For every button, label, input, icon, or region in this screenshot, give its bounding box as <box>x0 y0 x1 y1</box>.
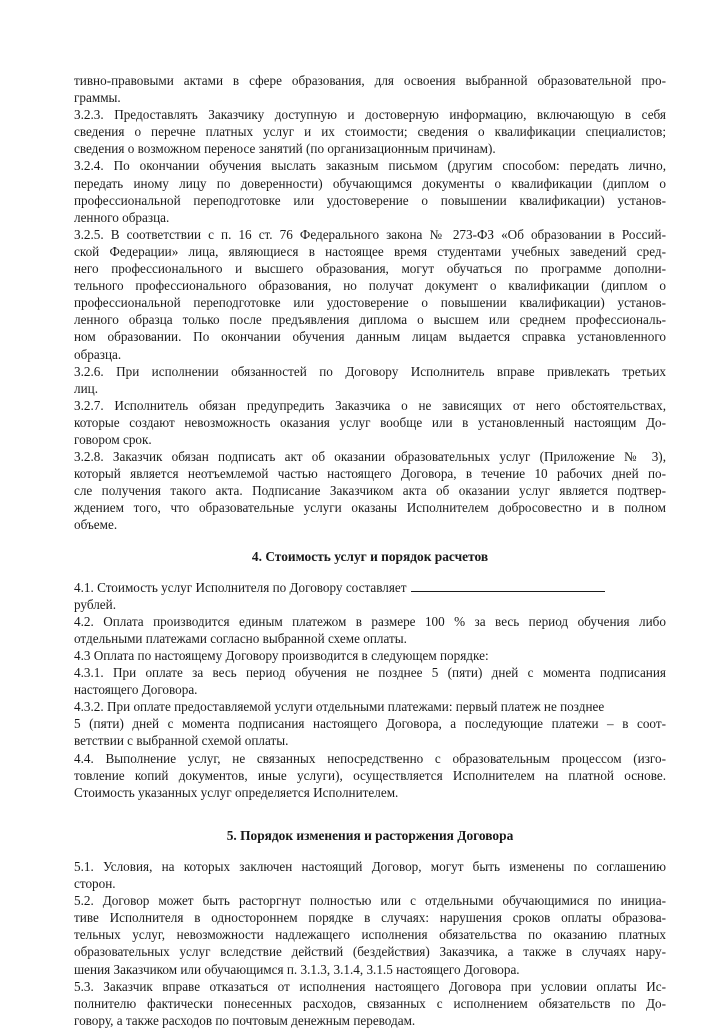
text-line: сведения о возможном переносе занятий (по организационным причинам). <box>74 141 496 157</box>
text-line: ждением того, что образовательные услуги оказаны Исполнителем добросовестно и в полном <box>74 500 666 516</box>
cost-line-text: 4.1. Стоимость услуг Исполнителя по Договору составляет <box>74 579 407 595</box>
text-line: 4.3.2. При оплате предоставляемой услуги отдельными платежами: первый платеж не позднее <box>74 699 605 715</box>
text-line: 5.3. Заказчик вправе отказаться от исполнения настоящего Договора при условии оплаты Ис- <box>74 978 666 994</box>
section-5-body <box>74 858 666 1029</box>
text-line: 5 (пяти) дней с момента подписания настоящего Договора, а последующие платежи – в соот- <box>74 716 666 732</box>
text-line: ленного образца. <box>74 209 170 225</box>
text-line: рублей. <box>74 596 117 612</box>
text-line: Стоимость указанных услуг определяется Исполнителем. <box>74 784 399 800</box>
text-line: 5.2. Договор может быть расторгнут полностью или с отдельными обучающимися по инициа- <box>74 893 666 909</box>
text-line: передать иному лицу по доверенности) обучающимся документы о квалификации (диплом о <box>74 175 666 191</box>
text-line: ветствии с выбранной схемой оплаты. <box>74 733 289 749</box>
text-line: 3.2.5. В соответствии с п. 16 ст. 76 Федерального закона № 273-ФЗ «Об образовании в Россий- <box>74 226 666 242</box>
text-line: говором срок. <box>74 431 152 447</box>
text-line: 4.3.1. При оплате за весь период обучения не позднее 5 (пяти) дней с момента подписания <box>74 665 666 681</box>
text-line: сторон. <box>74 876 116 892</box>
cost-amount-blank <box>411 579 605 592</box>
text-line: которые создают невозможность оказания услуг вообще или в установленный настоящим До- <box>74 414 666 430</box>
text-line: 5.1. Условия, на которых заключен настоящий Договор, могут быть изменены по соглашению <box>74 858 666 874</box>
text-line: сле получения такого акта. Подписание Заказчиком акта об оказании услуг является подтвер- <box>74 483 666 499</box>
document-page <box>74 72 666 1029</box>
section-4-body <box>74 596 666 801</box>
text-line: отдельными платежами согласно выбранной схеме оплаты. <box>74 630 407 646</box>
text-line: граммы. <box>74 90 121 106</box>
text-line: тивно-правовыми актами в сфере образования, для освоения выбранной образовательной про- <box>74 73 666 88</box>
text-line: ской Федерации» лица, являющиеся в настоящее время студентами учебных заведений сред- <box>74 243 666 259</box>
section-5-heading: 5. Порядок изменения и расторжения Договора <box>226 827 514 843</box>
text-line: 3.2.8. Заказчик обязан подписать акт об оказании образовательных услуг (Приложение № 3), <box>74 449 666 465</box>
text-line: ном образовании. По окончании обучения данным лицам выдается справка установленного <box>74 329 666 345</box>
text-line: объеме. <box>74 517 118 533</box>
text-line: 3.2.6. При исполнении обязанностей по Договору Исполнитель вправе привлекать третьих <box>74 363 666 379</box>
text-line: тельных услуг, невозможности надлежащего исполнения обязательства по оказанию платных <box>74 927 666 943</box>
cost-line <box>74 579 666 596</box>
section-3-continued <box>74 72 666 534</box>
text-line: 3.2.3. Предоставлять Заказчику доступную и достоверную информацию, включающую в себя <box>74 107 666 123</box>
text-line: 4.2. Оплата производится единым платежом в размере 100 % за весь период обучения либо <box>74 613 666 629</box>
text-line: сведения о перечне платных услуг и их стоимости; сведения о квалификации специалистов; <box>74 124 666 140</box>
text-line: 3.2.7. Исполнитель обязан предупредить Заказчика о не зависящих от него обстоятельствах, <box>74 397 666 413</box>
text-line: тиве Исполнителя в одностороннем порядке в случаях: нарушения сроков оплаты образова- <box>74 910 666 926</box>
text-line: него профессионального и высшего образования, могут обучаться по программе дополни- <box>74 261 666 277</box>
text-line: 3.2.4. По окончании обучения выслать заказным письмом (другим способом: передать лично, <box>74 158 666 174</box>
text-line: который является неотъемлемой частью настоящего Договора, в течение 10 рабочих дней по- <box>74 466 666 482</box>
text-line: шения Заказчиком или обучающимся п. 3.1.3, 3.1.4, 3.1.5 настоящего Договора. <box>74 961 520 977</box>
section-4-heading: 4. Стоимость услуг и порядок расчетов <box>251 548 489 564</box>
text-line: образовательных услуг вследствие действий (бездействия) Заказчика, а также в случаях нару- <box>74 944 666 960</box>
text-line: ленного образца только после предъявления диплома о высшем или среднем профессиональ- <box>74 312 666 328</box>
text-line: полнителю фактически понесенных расходов, связанных с исполнением обязательств по До- <box>74 995 666 1011</box>
text-line: товление копий документов, иные услуги), осуществляется Исполнителем на платной основе. <box>74 767 666 783</box>
text-line: лиц. <box>74 380 98 396</box>
text-line: тельного профессионального образования, но получат документ о квалификации (диплом о <box>74 278 666 294</box>
text-line: профессиональной переподготовке или удостоверение о повышении квалификации) установ- <box>74 295 666 311</box>
text-line: настоящего Договора. <box>74 682 198 698</box>
text-line: говору, а также расходов по почтовым денежным переводам. <box>74 1012 416 1028</box>
text-line: образца. <box>74 346 122 362</box>
text-line: профессиональной переподготовке или удостоверение о повышении квалификации) установ- <box>74 192 666 208</box>
text-line: 4.3 Оплата по настоящему Договору производится в следующем порядке: <box>74 648 489 663</box>
text-line: 4.4. Выполнение услуг, не связанных непосредственно с образовательным процессом (изго- <box>74 750 666 766</box>
